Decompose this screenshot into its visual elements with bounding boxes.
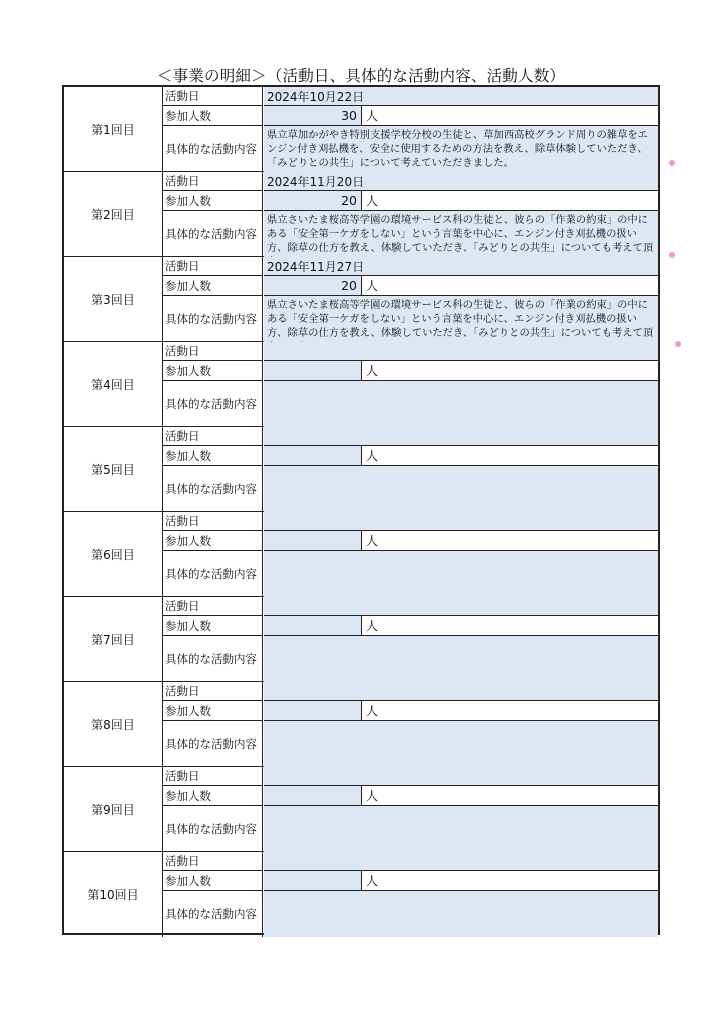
session-number: 第6回目 xyxy=(64,512,163,596)
activity-date-field[interactable] xyxy=(264,767,658,786)
activity-block xyxy=(64,767,658,852)
activity-date-field[interactable]: 2024年10月22日 xyxy=(264,87,658,106)
participants-unit: 人 xyxy=(362,531,658,551)
participants-unit: 人 xyxy=(362,786,658,806)
participants-field[interactable] xyxy=(264,531,362,551)
activity-content-label: 具体的な活動内容 xyxy=(163,211,263,257)
activity-block xyxy=(64,512,658,597)
activity-block xyxy=(64,852,658,937)
activity-content-field[interactable] xyxy=(264,381,658,427)
activity-content-field[interactable] xyxy=(264,891,658,937)
participants-label: 参加人数 xyxy=(163,871,263,891)
session-number: 第1回目 xyxy=(64,87,163,171)
activity-block xyxy=(64,87,658,172)
activity-date-label: 活動日 xyxy=(163,87,263,106)
activity-date-label: 活動日 xyxy=(163,512,263,531)
session-number: 第10回目 xyxy=(64,852,163,937)
participants-field[interactable] xyxy=(264,446,362,466)
activity-date-field[interactable] xyxy=(264,342,658,361)
activity-date-label: 活動日 xyxy=(163,342,263,361)
activity-date-label: 活動日 xyxy=(163,852,263,871)
participants-label: 参加人数 xyxy=(163,616,263,636)
activity-date-label: 活動日 xyxy=(163,172,263,191)
session-number: 第9回目 xyxy=(64,767,163,851)
activity-date-field[interactable] xyxy=(264,682,658,701)
activity-content-field[interactable]: 県立さいたま桜高等学園の環境サービス科の生徒と、彼らの「作業の約束」の中にある「安全第一ケガをしない」という言葉を中心に、エンジン付き刈払機の扱い方、除草の仕方を教え、体験していただき、「みどりとの共生」についても考えて頂 xyxy=(264,211,658,257)
activity-block xyxy=(64,427,658,512)
activity-date-label: 活動日 xyxy=(163,682,263,701)
activity-content-label: 具体的な活動内容 xyxy=(163,721,263,767)
participants-unit: 人 xyxy=(362,106,658,126)
participants-unit: 人 xyxy=(362,276,658,296)
activity-content-label: 具体的な活動内容 xyxy=(163,296,263,342)
activity-content-label: 具体的な活動内容 xyxy=(163,806,263,852)
activity-block xyxy=(64,597,658,682)
participants-label: 参加人数 xyxy=(163,106,263,126)
margin-dot-marker xyxy=(675,341,681,347)
session-number: 第8回目 xyxy=(64,682,163,766)
participants-unit: 人 xyxy=(362,871,658,891)
session-number: 第7回目 xyxy=(64,597,163,681)
activity-content-label: 具体的な活動内容 xyxy=(163,636,263,682)
participants-field[interactable]: 20 xyxy=(264,276,362,296)
session-number: 第5回目 xyxy=(64,427,163,511)
participants-unit: 人 xyxy=(362,361,658,381)
activity-date-label: 活動日 xyxy=(163,597,263,616)
activity-date-field[interactable] xyxy=(264,852,658,871)
participants-unit: 人 xyxy=(362,191,658,211)
participants-unit: 人 xyxy=(362,446,658,466)
activity-date-field[interactable]: 2024年11月20日 xyxy=(264,172,658,191)
participants-label: 参加人数 xyxy=(163,786,263,806)
participants-field[interactable] xyxy=(264,361,362,381)
participants-field[interactable]: 20 xyxy=(264,191,362,211)
participants-label: 参加人数 xyxy=(163,361,263,381)
activity-content-label: 具体的な活動内容 xyxy=(163,126,263,172)
activity-date-field[interactable] xyxy=(264,427,658,446)
activity-date-label: 活動日 xyxy=(163,767,263,786)
margin-dot-marker xyxy=(669,252,675,258)
participants-unit: 人 xyxy=(362,616,658,636)
participants-unit: 人 xyxy=(362,701,658,721)
participants-field[interactable]: 30 xyxy=(264,106,362,126)
activity-date-field[interactable] xyxy=(264,512,658,531)
activity-content-label: 具体的な活動内容 xyxy=(163,466,263,512)
participants-label: 参加人数 xyxy=(163,531,263,551)
participants-field[interactable] xyxy=(264,786,362,806)
activity-block xyxy=(64,257,658,342)
activity-block xyxy=(64,682,658,767)
activity-date-field[interactable] xyxy=(264,597,658,616)
activity-content-field[interactable]: 県立草加かがやき特別支援学校分校の生徒と、草加西高校グランド周りの雑草をエンジン付き刈払機を、安全に使用するための方法を教え、除草体験していただき、「みどりとの共生」について考えていただきました。 xyxy=(264,126,658,172)
participants-label: 参加人数 xyxy=(163,191,263,211)
activity-table xyxy=(62,85,660,935)
activity-content-field[interactable] xyxy=(264,636,658,682)
activity-block xyxy=(64,172,658,257)
activity-content-field[interactable] xyxy=(264,466,658,512)
activity-content-field[interactable]: 県立さいたま桜高等学園の環境サービス科の生徒と、彼らの「作業の約束」の中にある「安全第一ケガをしない」という言葉を中心に、エンジン付き刈払機の扱い方、除草の仕方を教え、体験していただき、「みどりとの共生」についても考えて頂 xyxy=(264,296,658,342)
participants-label: 参加人数 xyxy=(163,276,263,296)
activity-block xyxy=(64,342,658,427)
activity-date-label: 活動日 xyxy=(163,427,263,446)
session-number: 第4回目 xyxy=(64,342,163,426)
participants-label: 参加人数 xyxy=(163,446,263,466)
page-title: ＜事業の明細＞（活動日、具体的な活動内容、活動人数） xyxy=(156,67,566,85)
activity-date-field[interactable]: 2024年11月27日 xyxy=(264,257,658,276)
participants-label: 参加人数 xyxy=(163,701,263,721)
margin-dot-marker xyxy=(669,160,675,166)
activity-content-label: 具体的な活動内容 xyxy=(163,381,263,427)
session-number: 第3回目 xyxy=(64,257,163,341)
activity-content-field[interactable] xyxy=(264,721,658,767)
activity-content-field[interactable] xyxy=(264,551,658,597)
activity-content-field[interactable] xyxy=(264,806,658,852)
participants-field[interactable] xyxy=(264,701,362,721)
activity-date-label: 活動日 xyxy=(163,257,263,276)
activity-content-label: 具体的な活動内容 xyxy=(163,551,263,597)
participants-field[interactable] xyxy=(264,616,362,636)
session-number: 第2回目 xyxy=(64,172,163,256)
activity-content-label: 具体的な活動内容 xyxy=(163,891,263,937)
participants-field[interactable] xyxy=(264,871,362,891)
